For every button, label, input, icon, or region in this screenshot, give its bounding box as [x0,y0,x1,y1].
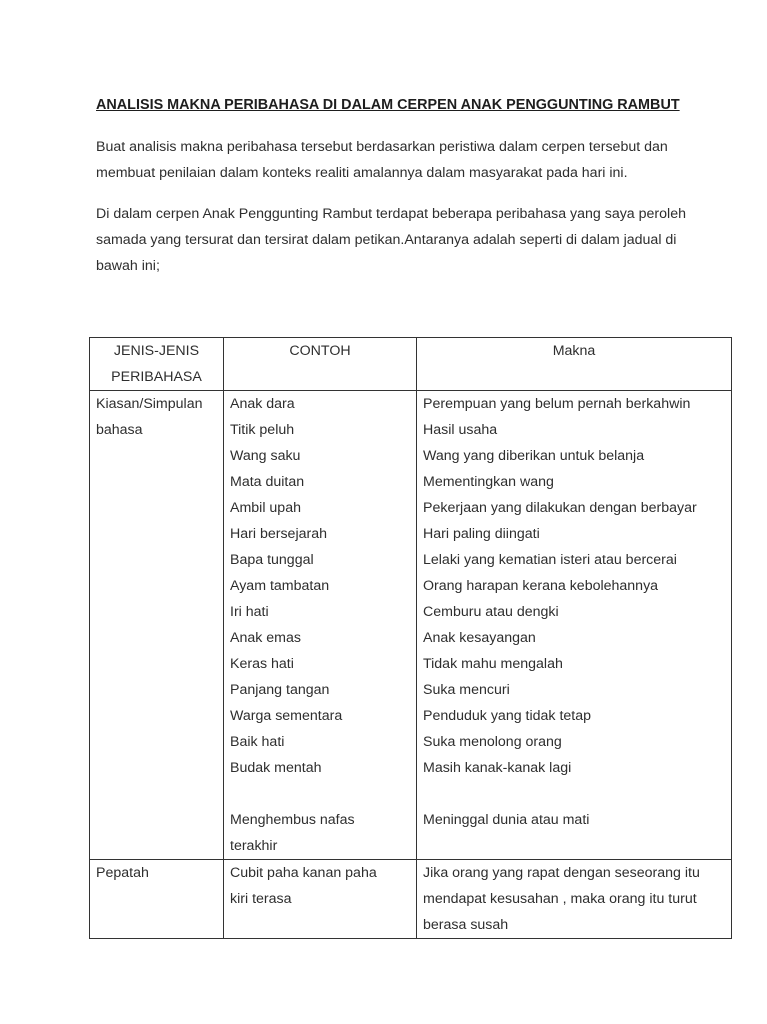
cell-line: Cemburu atau dengki [423,604,559,620]
cell-lines [96,860,217,886]
cell-line: kiri terasa [230,891,292,907]
cell-line: Hari bersejarah [230,526,327,542]
instruction-paragraph [96,134,736,186]
cell-line: Menghembus nafas [230,812,355,828]
cell-line: Wang yang diberikan untuk belanja [423,448,645,464]
cell-line: Anak dara [230,396,295,412]
cell-makna [417,860,732,939]
cell-line: Wang saku [230,448,301,464]
cell-line [423,781,725,807]
cell-line: Anak kesayangan [423,630,536,646]
cell-line: Suka menolong orang [423,734,562,750]
cell-lines [230,860,410,912]
cell-line: Meninggal dunia atau mati [423,812,590,828]
paragraph-line: Di dalam cerpen Anak Penggunting Rambut terdapat beberapa peribahasa yang saya peroleh [96,206,686,222]
cell-line: Jika orang yang rapat dengan seseorang itu [423,865,700,881]
cell-line: Keras hati [230,656,294,672]
cell-contoh [224,391,417,860]
header-contoh [224,338,417,391]
cell-line: Baik hati [230,734,285,750]
cell-jenis [90,860,224,939]
paragraph-line: samada yang tersurat dan tersirat dalam petikan.Antaranya adalah seperti di dalam jadual di [96,232,677,248]
header-line: Makna [552,343,596,359]
table-header-row [90,338,732,391]
cell-line: Budak mentah [230,760,322,776]
cell-lines [423,391,725,833]
cell-line: Orang harapan kerana kebolehannya [423,578,659,594]
header-makna [417,338,732,391]
cell-line: Tidak mahu mengalah [423,656,563,672]
cell-line: Cubit paha kanan paha [230,865,377,881]
cell-line: Mementingkan wang [423,474,554,490]
cell-line: Lelaki yang kematian isteri atau bercerai [423,552,677,568]
cell-lines [423,860,725,938]
paragraph-line: bawah ini; [96,258,160,274]
cell-line: Iri hati [230,604,269,620]
cell-line: Kiasan/Simpulan [96,396,203,412]
cell-lines [230,391,410,859]
cell-line: Warga sementara [230,708,343,724]
header-line: PERIBAHASA [111,369,202,385]
cell-line: Titik peluh [230,422,295,438]
cell-line: mendapat kesusahan , maka orang itu turut [423,891,697,907]
peribahasa-table [89,337,732,939]
cell-line: Bapa tunggal [230,552,314,568]
cell-lines [96,391,217,443]
cell-line: Penduduk yang tidak tetap [423,708,592,724]
cell-line: Hasil usaha [423,422,498,438]
paragraph-line: membuat penilaian dalam konteks realiti amalannya dalam masyarakat pada hari ini. [96,165,628,181]
cell-line: Perempuan yang belum pernah berkahwin [423,396,691,412]
cell-line: Pekerjaan yang dilakukan dengan berbayar [423,500,697,516]
paragraph-line: Buat analisis makna peribahasa tersebut berdasarkan peristiwa dalam cerpen tersebut dan [96,139,668,155]
cell-line: Anak emas [230,630,301,646]
cell-line: Masih kanak-kanak lagi [423,760,572,776]
cell-line: bahasa [96,422,143,438]
cell-line: Hari paling diingati [423,526,540,542]
cell-jenis [90,391,224,860]
intro-paragraph [96,201,736,279]
table-row [90,860,732,939]
cell-line: Suka mencuri [423,682,510,698]
cell-makna [417,391,732,860]
cell-line [230,781,410,807]
document-title: ANALISIS MAKNA PERIBAHASA DI DALAM CERPEN ANAK PENGGUNTING RAMBUT [96,97,680,113]
cell-line: Ayam tambatan [230,578,330,594]
header-jenis [90,338,224,391]
header-line: CONTOH [289,343,351,359]
cell-line: berasa susah [423,917,509,933]
cell-line: terakhir [230,838,278,854]
cell-line: Ambil upah [230,500,301,516]
cell-line: Pepatah [96,865,149,881]
cell-contoh [224,860,417,939]
cell-line: Mata duitan [230,474,305,490]
header-line: JENIS-JENIS [113,343,200,359]
cell-line: Panjang tangan [230,682,330,698]
table-row [90,391,732,860]
